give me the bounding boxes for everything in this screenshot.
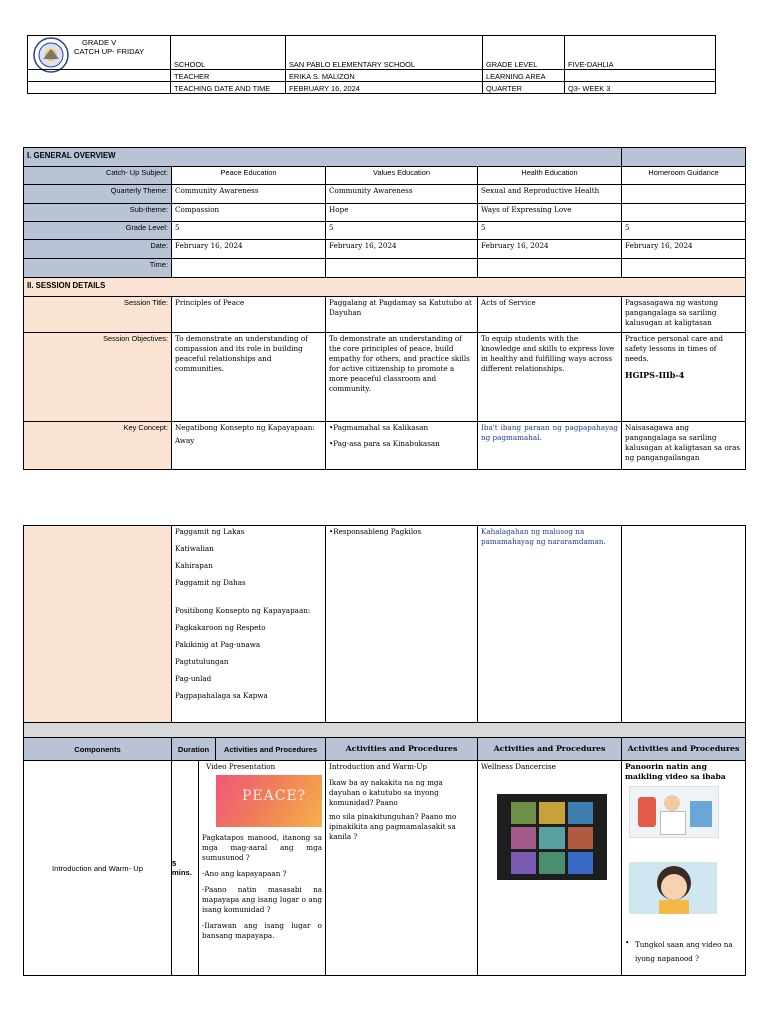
objective-4-cell xyxy=(622,333,746,422)
overview-table xyxy=(23,147,746,470)
activities-header-1: Activities and Procedures xyxy=(223,744,318,754)
grade-level-label: GRADE LEVEL xyxy=(483,36,565,70)
date-1: February 16, 2024 xyxy=(172,240,326,259)
objective-2: To demonstrate an understanding of the core principles of peace, build empathy for others, and practice skills for active citizenship to promote a more peaceful classroom and community. xyxy=(326,333,478,422)
header-title-line2: CATCH UP- FRIDAY xyxy=(74,47,145,56)
activity-values: Introduction and Warm-Up Ikaw ba ay nakakita na ng mga dayuhan o katutubo sa inyong komunidad? Paano mo sila pinakitunguhan? Paano mo ipinakikita ang pagmamalasakit sa kanila ? xyxy=(326,761,478,976)
session-title-3: Acts of Service xyxy=(478,297,622,333)
concept-continued-2: •Responsableng Pagkilos xyxy=(326,526,478,723)
teaching-date-value: FEBRUARY 16, 2024 xyxy=(286,82,483,94)
duration-value: 5 mins. xyxy=(172,761,199,975)
learning-area-label: LEARNING AREA xyxy=(483,70,565,82)
general-overview-heading: I. GENERAL OVERVIEW xyxy=(24,148,622,167)
subject-health: Health Education xyxy=(478,167,622,185)
bullet-icon: • xyxy=(625,938,630,947)
homeroom-video-thumbnail-2[interactable] xyxy=(629,862,717,914)
activity-health: Wellness Dancercise xyxy=(478,761,622,976)
objective-1: To demonstrate an understanding of compassion and its role in building peaceful relationships and communities. xyxy=(172,333,326,422)
concept-continued-1: Paggamit ng Lakas Katiwalian Kahirapan Paggamit ng Dahas Positibong Konsepto ng Kapayapaan: Pagkakaroon ng Respeto Pakikinig at Pag-unawa Pagtutulungan Pag-unlad Pagpapahalaga sa Kapwa xyxy=(172,526,326,723)
subtheme-1: Compassion xyxy=(172,204,326,222)
header-title-line1: GRADE V xyxy=(82,38,117,47)
date-row-label: Date: xyxy=(24,240,172,259)
objective-4: Practice personal care and safety lessons in times of needs. xyxy=(625,334,723,363)
homeroom-bullet: • Tungkol saan ang video na iyong napanood ? xyxy=(625,938,742,966)
dancercise-video-thumbnail[interactable] xyxy=(497,794,607,880)
activities-header-3: Activities and Procedures xyxy=(478,738,622,761)
grade-1: 5 xyxy=(172,222,326,240)
school-label: SCHOOL xyxy=(171,36,286,70)
subtheme-3: Ways of Expressing Love xyxy=(478,204,622,222)
concept-continued-3: Kahalagahan ng malusog na pamamahayag ng nararamdaman. xyxy=(478,526,622,723)
activity-peace: Video Presentation PEACE? Pagkatapos manood, itanong sa mga mag-aaral ang mga sumusunod ? -Ano ang kapayapaan ? -Paano natin masasabi na mapayapa ang isang lugar o ang isang komunidad ? -Ilarawan ang isang lugar o bansang mapayapa. xyxy=(202,762,322,940)
session-title-4: Pagsasagawa ng wastong pangangalaga sa sariling kalusugan at kaligtasan xyxy=(622,297,746,333)
homeroom-video-thumbnail-1[interactable] xyxy=(629,786,719,838)
theme-3: Sexual and Reproductive Health xyxy=(478,185,622,204)
learning-area-value xyxy=(565,70,716,82)
header-logo-cell xyxy=(28,36,171,70)
teacher-value: ERIKA S. MALIZON xyxy=(286,70,483,82)
session-objectives-label: Session Objectives: xyxy=(24,333,172,422)
session-title-2: Paggalang at Pagdamay sa Katutubo at Dayuhan xyxy=(326,297,478,333)
continuation-table xyxy=(23,525,746,976)
components-header: Components xyxy=(24,738,172,761)
key-concept-label: Key Concept: xyxy=(24,422,172,470)
header-table xyxy=(27,35,716,94)
subject-values: Values Education xyxy=(326,167,478,185)
separator-row xyxy=(24,723,746,738)
school-value: SAN PABLO ELEMENTARY SCHOOL xyxy=(286,36,483,70)
key-concept-3: Iba't ibang paraan ng pagpapahayag ng pagmamahal. xyxy=(478,422,622,470)
objective-code: HGIPS-IIIb-4 xyxy=(625,370,685,380)
grade-3: 5 xyxy=(478,222,622,240)
subject-peace: Peace Education xyxy=(172,167,326,185)
subtheme-4 xyxy=(622,204,746,222)
quarter-label: QUARTER xyxy=(483,82,565,94)
date-4: February 16, 2024 xyxy=(622,240,746,259)
grade-level-value: FIVE-DAHLIA xyxy=(565,36,716,70)
date-2: February 16, 2024 xyxy=(326,240,478,259)
session-title-label: Session Title: xyxy=(24,297,172,333)
quarter-value: Q3- WEEK 3 xyxy=(565,82,716,94)
theme-4 xyxy=(622,185,746,204)
session-details-heading: II. SESSION DETAILS xyxy=(24,278,746,297)
activity-homeroom: Panoorin natin ang maikling video sa ibaba • Tungkol saan ang video na iyong napanood ? xyxy=(622,761,746,976)
key-concept-4: Naisasagawa ang pangangalaga sa sariling kalusugan at kaligtasan sa oras ng pangangailangan xyxy=(622,422,746,470)
objective-3: To equip students with the knowledge and skills to express love in healthy and fulfilling ways across different relationships. xyxy=(478,333,622,422)
key-concept-1: Negatibong Konsepto ng Kapayapaan: Away xyxy=(172,422,326,470)
theme-2: Community Awareness xyxy=(326,185,478,204)
duration-header: Duration xyxy=(172,738,216,760)
subtheme-label: Sub-theme: xyxy=(24,204,172,222)
subject-label: Catch- Up Subject: xyxy=(24,167,172,185)
subtheme-2: Hope xyxy=(326,204,478,222)
teaching-date-label: TEACHING DATE AND TIME xyxy=(171,82,286,94)
intro-warmup-label: Introduction and Warm- Up xyxy=(24,761,172,976)
date-3: February 16, 2024 xyxy=(478,240,622,259)
theme-label: Quarterly Theme: xyxy=(24,185,172,204)
teacher-label: TEACHER xyxy=(171,70,286,82)
key-concept-2: •Pagmamahal sa Kalikasan •Pag-asa para sa Kinabukasan xyxy=(326,422,478,470)
time-row-label: Time: xyxy=(24,259,172,278)
theme-1: Community Awareness xyxy=(172,185,326,204)
grade-2: 5 xyxy=(326,222,478,240)
activities-header-4: Activities and Procedures xyxy=(622,738,746,761)
subject-homeroom: Homeroom Guidance xyxy=(622,167,746,185)
activities-header-2: Activities and Procedures xyxy=(326,738,478,761)
peace-video-thumbnail: PEACE? xyxy=(216,775,322,827)
grade-level-row-label: Grade Level: xyxy=(24,222,172,240)
grade-4: 5 xyxy=(622,222,746,240)
session-title-1: Principles of Peace xyxy=(172,297,326,333)
